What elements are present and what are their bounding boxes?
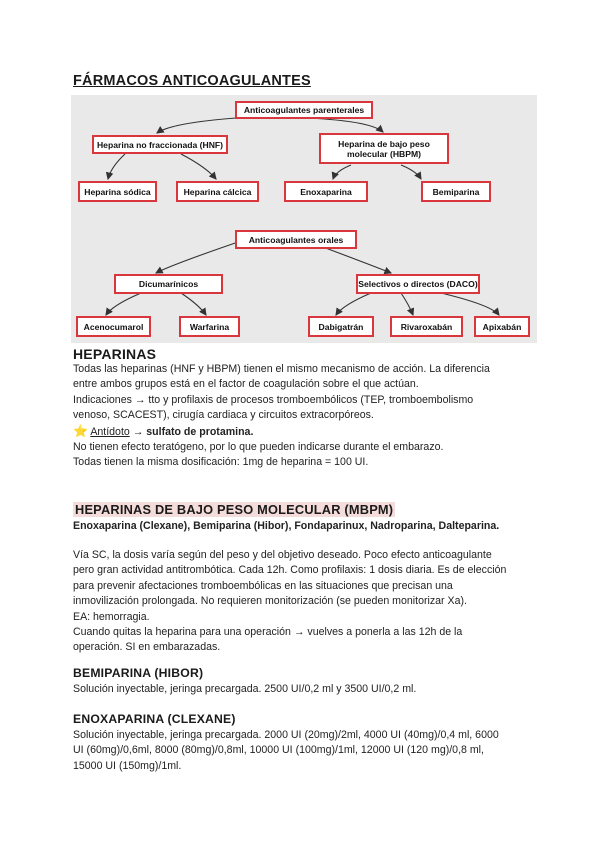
antidoto-line (73, 424, 543, 440)
text-line: 15000 UI (150mg)/1ml. (73, 759, 182, 772)
antidoto-label: Antídoto (90, 425, 130, 438)
text-line: Solución inyectable, jeringa precargada. 2500 UI/0,2 ml y 3500 UI/0,2 ml. (73, 683, 417, 695)
text-line: Indicaciones → tto y profilaxis de procesos tromboembólicos (TEP, tromboembolismo (73, 393, 474, 406)
arrow-to-apixaban (441, 293, 499, 315)
antidoto-arrow: → (129, 425, 147, 438)
page-title: FÁRMACOS ANTICOAGULANTES (73, 73, 311, 89)
bemiparina-text (73, 682, 543, 697)
arrow-to-hnf (157, 118, 236, 133)
text-line: UI (60mg)/0,6ml, 8000 (80mg)/0,8ml, 10000 UI (100mg)/1ml, 12000 UI (120 mg)/0,8 ml, (73, 744, 484, 757)
text-line: inmovilización prolongada. No requieren monitorización (se pueden monitorizar Xa). (73, 595, 467, 608)
arrow-to-acenocumarol (106, 293, 141, 315)
text-line: No tienen efecto teratógeno, por lo que pueden indicarse durante el embarazo. (73, 441, 444, 454)
heparinas-heading: HEPARINAS (73, 346, 157, 362)
text-line: Solución inyectable, jeringa precargada. 2000 UI (20mg)/2ml, 4000 UI (40mg)/0,4 ml, 6000 (73, 729, 499, 741)
node-rivaroxaban: Rivaroxabán (390, 316, 463, 337)
text-line: Cuando quitas la heparina para una operación → vuelves a ponerla a las 12h de la (73, 626, 463, 639)
heparinas-text (73, 362, 543, 471)
node-enoxaparina: Enoxaparina (284, 181, 368, 202)
node-parenterales: Anticoagulantes parenterales (235, 101, 373, 119)
arrow-to-sodica (108, 154, 125, 179)
text-line: EA: hemorragia. (73, 610, 150, 623)
arrow-to-hbpm (307, 118, 383, 132)
node-heparina-calcica: Heparina cálcica (176, 181, 259, 202)
text-line: Vía SC, la dosis varía según del peso y del objetivo deseado. Poco efecto anticoagulante (73, 549, 492, 561)
node-hbpm: Heparina de bajo peso molecular (HBPM) (319, 133, 449, 164)
node-dicumarinicos: Dicumarínicos (114, 274, 223, 294)
text-line: operación. SI en embarazadas. (73, 641, 221, 654)
node-orales: Anticoagulantes orales (235, 230, 357, 249)
node-warfarina: Warfarina (179, 316, 240, 337)
node-acenocumarol: Acenocumarol (76, 316, 151, 337)
node-dabigatran: Dabigatrán (308, 316, 374, 337)
arrow-to-enoxaparina (333, 165, 351, 179)
arrow-to-dicumarinicos (156, 241, 241, 273)
star-icon: ⭐ (73, 423, 88, 438)
text-line: pero gran actividad antitrombótica. Cada 12h. Como profilaxis: 1 dosis diaria. Es de elección (73, 564, 507, 577)
text-line: para prevenir afectaciones tromboembólicas en las situaciones que precisan una (73, 579, 453, 592)
arrow-to-calcica (181, 154, 216, 179)
diagram-arrows (71, 95, 537, 343)
arrow-to-warfarina (181, 293, 206, 315)
node-daco: Selectivos o directos (DACO) (356, 274, 480, 294)
arrow-to-bemiparina (401, 165, 421, 179)
hbpm-drugs: Enoxaparina (Clexane), Bemiparina (Hibor), Fondaparinux, Nadroparina, Dalteparina. (73, 520, 500, 532)
hbpm-heading (73, 502, 395, 517)
text-line: venoso, SCACEST), cirugía cardiaca y circuitos extracorpóreos. (73, 409, 374, 422)
bemiparina-heading: BEMIPARINA (HIBOR) (73, 666, 204, 680)
text-line: entre ambos grupos está en el factor de coagulación sobre el que actúan. (73, 378, 419, 391)
arrow-to-dabigatran (336, 293, 371, 315)
node-heparina-sodica: Heparina sódica (78, 181, 157, 202)
antidoto-value: sulfato de protamina. (146, 425, 254, 438)
node-bemiparina: Bemiparina (421, 181, 491, 202)
node-hnf: Heparina no fraccionada (HNF) (92, 135, 228, 154)
enoxaparina-text (73, 728, 543, 774)
arrow-to-rivaroxaban (401, 293, 413, 315)
enoxaparina-heading: ENOXAPARINA (CLEXANE) (73, 712, 236, 726)
text-line: Todas las heparinas (HNF y HBPM) tienen el mismo mecanismo de acción. La diferencia (73, 363, 490, 375)
hbpm-text (73, 548, 543, 656)
node-apixaban: Apixabán (474, 316, 530, 337)
text-line: Todas tienen la misma dosificación: 1mg de heparina = 100 UI. (73, 456, 369, 469)
hbpm-heading-text: HEPARINAS DE BAJO PESO MOLECULAR (MBPM) (75, 502, 394, 517)
anticoagulant-diagram (71, 95, 537, 343)
